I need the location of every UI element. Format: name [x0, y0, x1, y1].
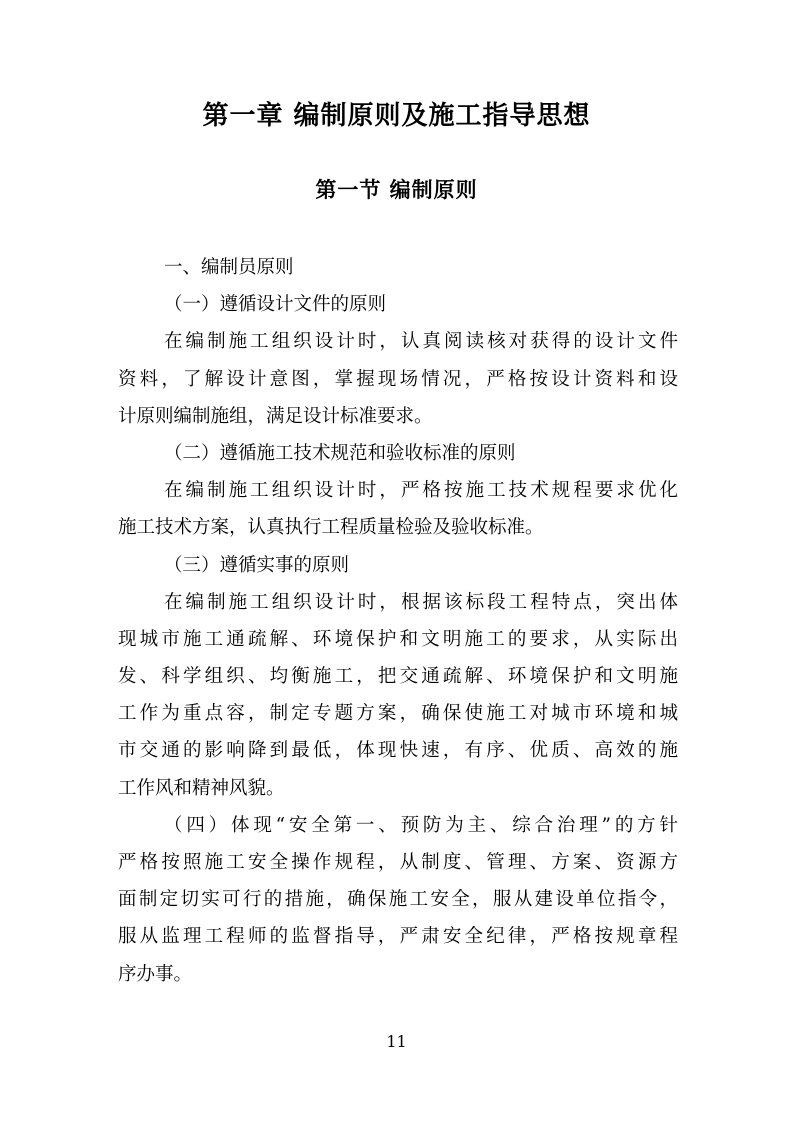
text-line: 施工技术方案，认真执行工程质量检验及验收标准。 [118, 517, 544, 539]
text-line: 在编制施工组织设计时，严格按施工技术规程要求优化 [164, 480, 678, 502]
section-title: 第一节 编制原则 [315, 177, 478, 202]
text-line: 资料，了解设计意图，掌握现场情况，严格按设计资料和设 [118, 368, 678, 390]
text-line: 计原则编制施组，满足设计标准要求。 [118, 405, 433, 427]
text-line: 工作风和精神风貌。 [118, 777, 285, 799]
text-line: 现城市施工通疏解、环境保护和文明施工的要求，从实际出 [118, 628, 678, 650]
text-line: （二）遵循施工技术规范和验收标准的原则 [164, 442, 516, 464]
text-line: 严格按照施工安全操作规程，从制度、管理、方案、资源方 [118, 852, 678, 873]
text-line: 在编制施工组织设计时，认真阅读核对获得的设计文件 [164, 331, 678, 353]
text-line: 市交通的影响降到最低，体现快速，有序、优质、高效的施 [118, 740, 678, 762]
text-line: 序办事。 [118, 963, 193, 985]
text-line: （三）遵循实事的原则 [164, 554, 350, 576]
text-line: 发、科学组织、均衡施工，把交通疏解、环境保护和文明施 [118, 666, 678, 688]
text-line: （一）遵循设计文件的原则 [164, 294, 387, 316]
text-line: 一、编制员原则 [164, 257, 294, 278]
page-number: 11 [386, 1032, 407, 1051]
text-line: （四）体现“安全第一、预防为主、综合治理”的方针 [164, 814, 678, 836]
body-text [118, 249, 678, 993]
text-line: 服从监理工程师的监督指导，严肃安全纪律，严格按规章程 [118, 926, 678, 948]
text-line: 在编制施工组织设计时，根据该标段工程特点，突出体 [164, 591, 678, 613]
chapter-title: 第一章 编制原则及施工指导思想 [202, 101, 591, 131]
text-line: 工作为重点容，制定专题方案，确保使施工对城市环境和城 [118, 703, 678, 725]
text-line: 面制定切实可行的措施，确保施工安全，服从建设单位指令， [118, 889, 678, 911]
